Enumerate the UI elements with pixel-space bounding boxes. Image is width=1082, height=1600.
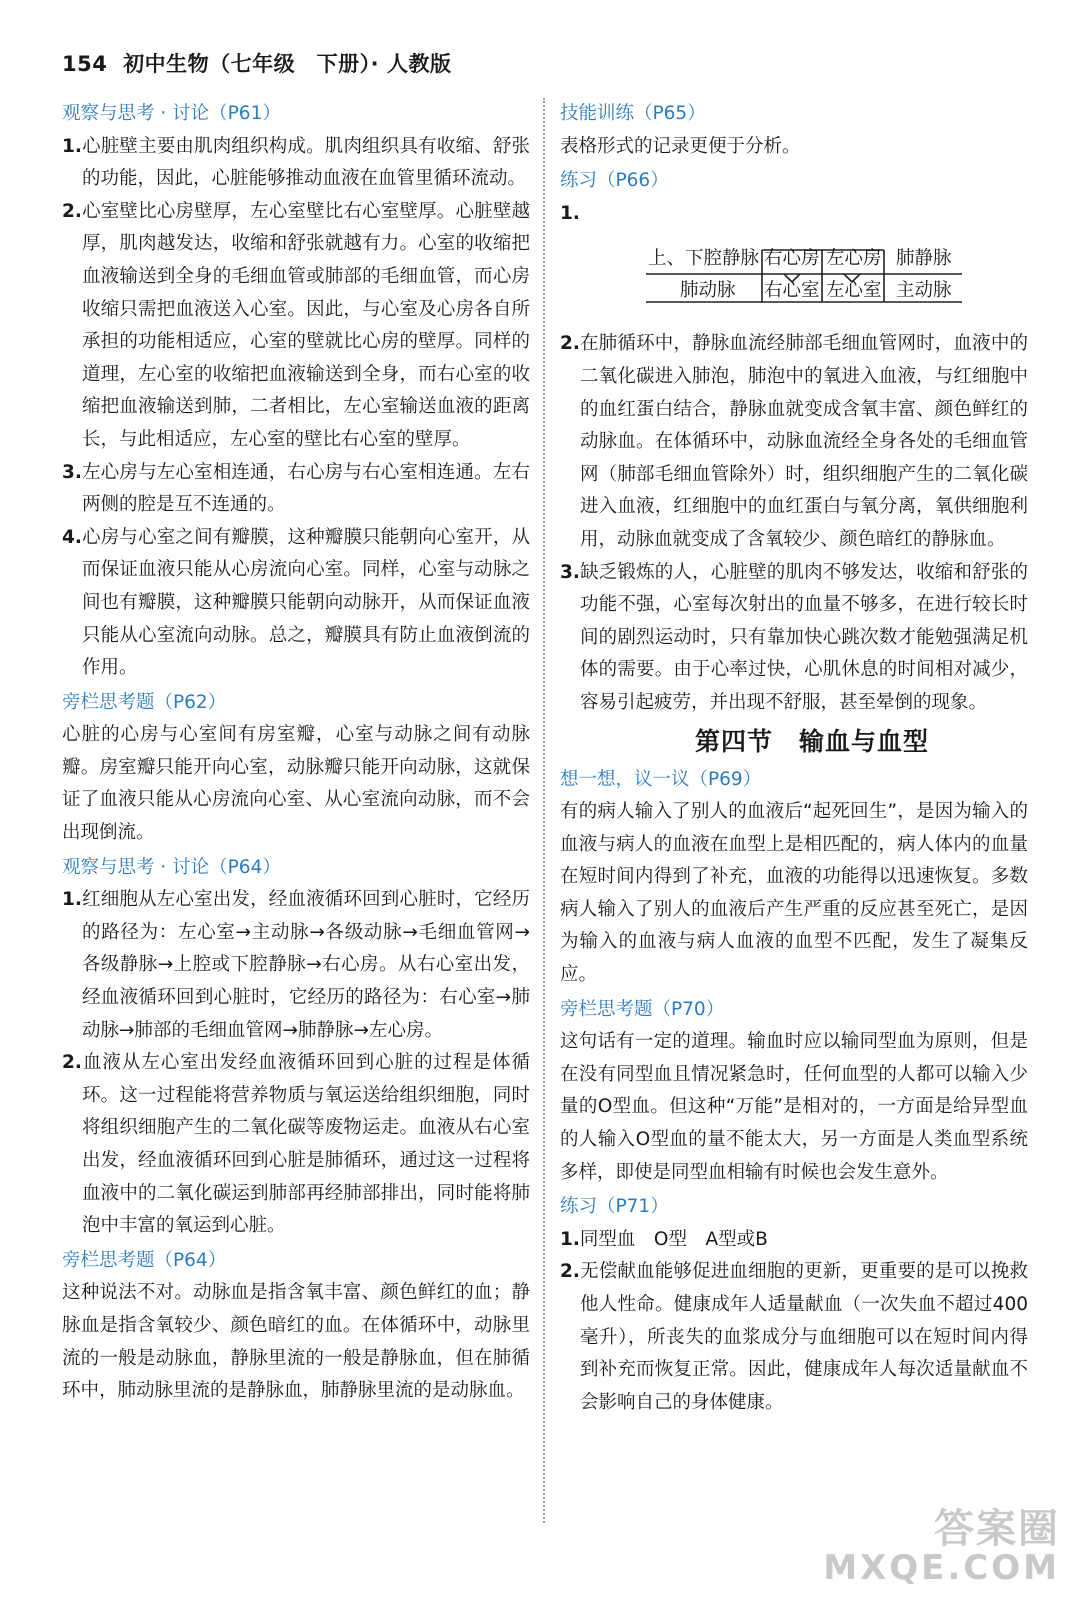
watermark-url: MXQE.COM [823,1548,1060,1588]
item-text: 缺乏锻炼的人，心脏壁的肌肉不够发达，收缩和舒张的功能不强，心室每次射出的血量不够多，在进行较长时间的剧烈运动时，只有靠加快心跳次数才能勉强满足机体的需要。由于心率过快，心肌休息的时间相对减少，容易引起疲劳，并出现不舒服，甚至晕倒的现象。 [579,561,1028,713]
page-number: 154 [62,52,108,76]
item-number: 2. [62,200,82,222]
column-divider [543,98,545,1523]
item-number: 2. [560,1261,580,1283]
label-pulmonary-artery: 肺动脉 [680,280,736,302]
answer-item [560,1224,1028,1257]
answer-item [62,196,530,457]
item-text: 心室壁比心房壁厚，左心室壁比右心室壁厚。心脏壁越厚，肌肉越发达，收缩和舒张就越有力。心室的收缩把血液输送到全身的毛细血管或肺部的毛细血管，而心房收缩只需把血液送入心室。因此，与心室及心房各自所承担的功能相适应，心室的壁就比心房的壁厚。同样的道理，左心室的收缩把血液输送到全身，而右心室的收缩把血液输送到肺，二者相比，左心室输送血液的距离长，与此相适应，左心室的壁比右心室的壁厚。 [81,200,530,450]
book-title: 初中生物（七年级 下册）· 人教版 [123,52,452,76]
watermark [823,1508,1060,1586]
answer-paragraph: 这种说法不对。动脉血是指含氧丰富、颜色鲜红的血；静脉血是指含氧较少、颜色暗红的血。在体循环中，动脉里流的一般是动脉血，静脉里流的一般是静脉血，但在肺循环中，肺动脉里流的是静脉血，肺静脉里流的是动脉血。 [62,1282,530,1402]
item-number: 2. [560,333,580,355]
answer-item [62,1047,530,1243]
item-number: 3. [62,461,82,483]
right-column [560,96,1028,1419]
chapter-title: 第四节 输血与血型 [694,726,929,756]
answer-paragraph: 这句话有一定的道理。输血时应以输同型血为原则，但是在没有同型血且情况紧急时，任何血型的人都可以输入少量的O型血。但这种“万能”是相对的，一方面是给异型血的人输入O型血的量不能太大，另一方面是人类血型系统多样，即使是同型血相输有时候也会发生意外。 [560,1031,1028,1183]
item-text: 在肺循环中，静脉血流经肺部毛细血管网时，血液中的二氧化碳进入肺泡，肺泡中的氧进入血液，与红细胞中的血红蛋白结合，静脉血就变成含氧丰富、颜色鲜红的动脉血。在体循环中，动脉血流经全身各处的毛细血管网（肺部毛细血管除外）时，组织细胞产生的二氧化碳进入血液，红细胞中的血红蛋白与氧分离，氧供细胞利用，动脉血就变成了含氧较少、颜色暗红的静脉血。 [579,333,1028,550]
section-title: 练习（P71） [560,1196,669,1218]
answer-paragraph: 有的病人输入了别人的血液后“起死回生”，是因为输入的血液与病人的血液在血型上是相匹配的，病人体内的血量在短时间内得到了补充，血液的功能得以迅速恢复。多数病人输入了别人的血液后产生严重的反应甚至死亡，是因为输入的血液与病人血液的血型不匹配，发生了凝集反应。 [560,801,1028,986]
answer-item [560,1256,1028,1419]
section-title: 练习（P66） [560,170,669,192]
item-number: 1. [62,889,82,911]
section-title: 旁栏思考题（P70） [560,998,725,1020]
item-text: 血液从左心室出发经血液循环回到心脏的过程是体循环。这一过程能将营养物质与氧运送给组织细胞，同时将组织细胞产生的二氧化碳等废物运走。血液从右心室出发，经血液循环回到心脏是肺循环，通过这一过程将血液中的二氧化碳运到肺部再经肺部排出，同时能将肺泡中丰富的氧运到心脏。 [81,1052,530,1237]
section-title: 旁栏思考题（P64） [62,1249,227,1271]
item-number: 4. [62,526,82,548]
item-text: 无偿献血能够促进血细胞的更新，更重要的是可以挽救他人性命。健康成年人适量献血（一次失血不超过400毫升），所丧失的血浆成分与血细胞可以在短时间内得到补充而恢复正常。因此，健康成年人每次适量献血不会影响自己的身体健康。 [579,1261,1028,1413]
label-right-atrium: 右心房 [764,248,820,270]
answer-item [62,884,530,1047]
left-column [62,96,530,1408]
item-number: 1. [560,1228,580,1250]
answer-item [560,328,1028,556]
item-text: 心脏壁主要由肌肉组织构成。肌肉组织具有收缩、舒张的功能，因此，心脏能够推动血液在血管里循环流动。 [81,135,530,190]
label-vena-cava: 上、下腔静脉 [648,248,760,270]
answer-item [560,198,1028,231]
section-title: 技能训练（P65） [560,103,706,124]
answer-item [62,131,530,196]
section-title: 想一想，议一议（P69） [560,768,762,790]
diagram-lines [644,230,974,322]
answer-paragraph: 心脏的心房与心室间有房室瓣，心室与动脉之间有动脉瓣。房室瓣只能开向心室，动脉瓣只能开向动脉，这就保证了血液只能从心房流向心室、从心室流向动脉，而不会出现倒流。 [62,724,530,844]
watermark-text: 答案圈 [934,1506,1060,1552]
item-number: 1. [62,135,82,157]
circulation-diagram [560,230,1028,328]
item-number: 2. [62,1052,82,1074]
page-header [62,48,451,78]
answer-paragraph: 表格形式的记录更便于分析。 [560,135,801,157]
section-title: 观察与思考 · 讨论（P61） [62,103,281,124]
label-aorta: 主动脉 [896,280,952,302]
item-text: 心房与心室之间有瓣膜，这种瓣膜只能朝向心室开，从而保证血液只能从心房流向心室。同样，心室与动脉之间也有瓣膜，这种瓣膜只能朝向动脉开，从而保证血液只能从心室流向动脉。总之，瓣膜具有防止血液倒流的作用。 [81,526,530,679]
answer-item [62,522,530,685]
item-text: 同型血 O型 A型或B [579,1228,768,1250]
section-title: 旁栏思考题（P62） [62,691,227,713]
item-text: 红细胞从左心室出发，经血液循环回到心脏时，它经历的路径为：左心室→主动脉→各级动脉→毛细血管网→各级静脉→上腔或下腔静脉→右心房。从右心室出发，经血液循环回到心脏时，它经历的路径为：右心室→肺动脉→肺部的毛细血管网→肺静脉→左心房。 [81,889,530,1041]
answer-item [560,557,1028,720]
item-number: 1. [560,202,580,224]
label-left-atrium: 左心房 [826,248,882,270]
label-left-ventricle: 左心室 [826,280,882,302]
item-text: 左心房与左心室相连通，右心房与右心室相连通。左右两侧的腔是互不连通的。 [81,461,530,516]
label-right-ventricle: 右心室 [764,280,820,302]
section-title: 观察与思考 · 讨论（P64） [62,856,281,878]
label-pulmonary-vein: 肺静脉 [896,248,952,270]
item-number: 3. [560,561,580,583]
answer-item [62,457,530,522]
